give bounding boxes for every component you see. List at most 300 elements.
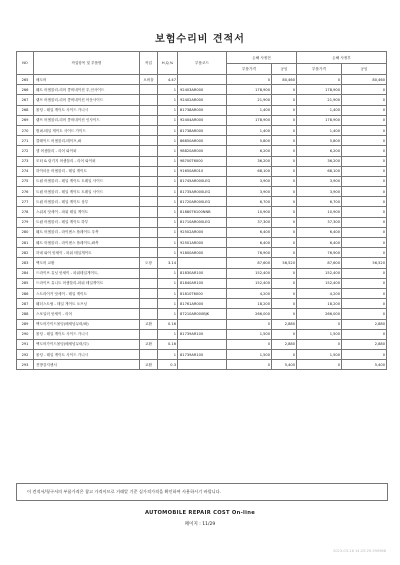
row-item: 트림 어셈블리 - 테일 게이트 상부 [34,197,140,207]
row-work [140,288,158,298]
row-item: 웨트 어셈블리 - 라이센스 플레이트 우측 [34,227,140,237]
row-code: 92502AR000 [178,227,227,237]
row-hq: 1 [158,85,178,95]
header-claim-part: 부품가격 [297,64,342,75]
row-code: 81738AR000 [178,125,227,135]
row-work [140,278,158,288]
row-no: 266 [17,85,34,95]
row-no: 291 [17,339,34,349]
row-item: 백도어가이드몰딩(베세넘무락/우) [34,339,140,349]
row-damage-labor: 0 [272,299,297,309]
header-work: 작업 [140,52,158,75]
row-damage-part: 0 [227,360,272,370]
row-no: 280 [17,227,34,237]
row-code: 81735AR000LEG [178,187,227,197]
row-no: 277 [17,197,34,207]
row-item: 모터 & 링키지 어셈블리 - 리어 와이퍼 [34,156,140,166]
row-code [178,339,227,349]
row-no: 270 [17,125,34,135]
row-work: 교환 [140,339,158,349]
row-damage-labor: 0 [272,85,297,95]
row-damage-labor: 0 [272,197,297,207]
row-damage-part: 6,400 [227,238,272,248]
row-claim-part: 68,100 [297,166,342,176]
row-code [178,258,227,268]
row-damage-part: 3,900 [227,176,272,186]
header-claim-group: 손해 사정후 [297,52,387,64]
table-row [17,350,387,360]
row-hq: 1 [158,248,178,258]
row-claim-part: 6,400 [297,227,342,237]
row-hq: 1 [158,146,178,156]
row-work [140,136,158,146]
row-code: 98820AR000 [178,146,227,156]
row-no: 283 [17,258,34,268]
row-damage-part: 76,900 [227,248,272,258]
row-damage-labor: 0 [272,136,297,146]
row-code: 81830AR100 [178,268,227,278]
row-code [178,360,227,370]
row-damage-labor: 0 [272,207,297,217]
table-row [17,146,387,156]
row-damage-part: 68,100 [227,166,272,176]
row-claim-labor: 0 [342,299,387,309]
row-work: 오버홀 [140,75,158,85]
row-work [140,207,158,217]
row-work [140,146,158,156]
row-claim-labor: 0 [342,136,387,146]
table-row [17,329,387,339]
row-claim-part: 37,300 [297,217,342,227]
row-no: 288 [17,309,34,319]
row-claim-part: 1,500 [297,329,342,339]
row-hq: 1 [158,125,178,135]
row-hq: 0.16 [158,339,178,349]
row-code: 87210AR000BJK [178,309,227,319]
row-damage-labor: 0 [272,309,297,319]
row-hq: 1 [158,217,178,227]
row-code: 81840AR100 [178,278,227,288]
row-damage-labor: 0 [272,227,297,237]
row-damage-labor: 0 [272,288,297,298]
row-code: 81720AR000LEG [178,197,227,207]
row-damage-part: 0 [227,339,272,349]
row-damage-labor: 0 [272,350,297,360]
row-claim-labor: 0 [342,105,387,115]
row-item: 웨더스트립 - 테일 게이트 오프닝 [34,299,140,309]
row-no: 273 [17,156,34,166]
row-item: 스위치 앗세이 - 파워 테일 게이트 [34,207,140,217]
row-damage-part: 10,900 [227,207,272,217]
row-claim-labor: 80,460 [342,75,387,85]
table-row [17,136,387,146]
row-damage-part: 152,400 [227,268,272,278]
row-hq: 1 [158,278,178,288]
row-item: 드라이브 유니트 어셈블리-파워 테일게이트 [34,278,140,288]
table-row [17,309,387,319]
row-damage-part: 178,900 [227,85,272,95]
table-row [17,176,387,186]
row-damage-labor: 2,880 [272,339,297,349]
row-no: 289 [17,319,34,329]
row-claim-part: 87,600 [297,258,342,268]
row-claim-labor: 2,880 [342,339,387,349]
document-title: 보험수리비 견적서 [155,34,245,45]
row-hq: 0.3 [158,360,178,370]
row-item: 전방감지센서 [34,360,140,370]
table-row [17,227,387,237]
row-code: 81739AR100 [178,329,227,339]
row-claim-labor: 0 [342,227,387,237]
row-work [140,329,158,339]
row-no: 268 [17,105,34,115]
row-damage-part: 18,200 [227,299,272,309]
row-work: 도장 [140,258,158,268]
row-code: 92501AR000 [178,238,227,248]
row-no: 265 [17,75,34,85]
row-no: 287 [17,299,34,309]
footer-title: AUTOMOBILE REPAIR COST On-line [144,510,256,516]
estimate-table [16,51,387,370]
row-hq: 1 [158,329,178,339]
row-code: 92404AR000 [178,115,227,125]
row-claim-part: 1,500 [297,350,342,360]
row-hq: 1 [158,238,178,248]
row-claim-part: 5,800 [297,136,342,146]
row-item: 몰딩 - 테일 게이트 사이드 가니시 [34,329,140,339]
table-row [17,339,387,349]
row-damage-part: 1,400 [227,105,272,115]
row-item: 트림 어셈블리 - 테일 게이트 트레일 사이드 [34,187,140,197]
row-code [178,75,227,85]
row-claim-labor: 0 [342,350,387,360]
table-row [17,115,387,125]
row-damage-labor: 0 [272,248,297,258]
row-no: 269 [17,115,34,125]
row-claim-part: 6,200 [297,146,342,156]
row-claim-labor: 0 [342,278,387,288]
row-damage-part: 37,300 [227,217,272,227]
row-no: 274 [17,166,34,176]
row-damage-labor: 0 [272,105,297,115]
table-row [17,156,387,166]
row-no: 279 [17,217,34,227]
row-claim-part: 21,900 [297,95,342,105]
table-row [17,299,387,309]
row-item: 트림 어셈블리 - 테일 게이트 트레일 사이드 [34,176,140,186]
row-no: 271 [17,136,34,146]
row-item: 범퍼-테일 게이트 사이드 가이드 [34,125,140,135]
row-claim-part: 3,900 [297,176,342,186]
row-damage-labor: 0 [272,156,297,166]
row-work [140,268,158,278]
row-hq: 1 [158,136,178,146]
print-timestamp: 2023-03-16 14:25:29.390988 [332,549,386,553]
disclaimer-note: 이 견적서/청구서의 부품가격은 참고 가격이므로 거래알 기준 실가격가격을 확인하여 사용하시기 바랍니다. [16,483,388,501]
footer-page: 페이지 : 11/29 [184,522,216,527]
row-work [140,105,158,115]
row-claim-labor: 0 [342,238,387,248]
row-claim-labor: 0 [342,125,387,135]
row-damage-part: 1,400 [227,125,272,135]
row-hq: 1 [158,288,178,298]
row-claim-part: 3,900 [297,187,342,197]
row-claim-labor: 0 [342,288,387,298]
header-damage-part: 부품가격 [227,64,272,75]
row-code: 91650AR010 [178,166,227,176]
row-claim-part: 0 [297,339,342,349]
row-code: 86850AR000 [178,136,227,146]
row-hq: 1 [158,350,178,360]
table-row [17,248,387,258]
row-damage-labor: 0 [272,329,297,339]
row-claim-part: 266,000 [297,309,342,319]
row-damage-labor: 0 [272,166,297,176]
row-claim-labor: 0 [342,309,387,319]
row-claim-labor: 0 [342,217,387,227]
row-code: 92403AR000 [178,85,227,95]
row-hq: 1 [158,156,178,166]
row-hq: 4.47 [158,75,178,85]
row-hq: 1 [158,105,178,115]
table-row [17,319,387,329]
row-damage-labor: 2,880 [272,319,297,329]
row-damage-labor: 0 [272,187,297,197]
row-item: 몰딩 - 테일 게이트 사이드 가니시 [34,105,140,115]
row-damage-labor: 0 [272,217,297,227]
row-code: 81810T6000 [178,288,227,298]
row-no: 290 [17,329,34,339]
row-work [140,299,158,309]
row-hq: 1 [158,268,178,278]
row-claim-part: 178,900 [297,85,342,95]
row-work: 교환 [140,319,158,329]
row-work [140,115,158,125]
row-item: 드라이브 유닛 앗세이 - 파워테일게이트, [34,268,140,278]
row-item: 하네 와이 앗세이 - 파워 테일게이트 [34,248,140,258]
row-work [140,227,158,237]
row-item: 웨트 어셈블리 - 라이센스 플레이트,좌측 [34,238,140,248]
table-row [17,125,387,135]
table-row [17,217,387,227]
row-work [140,217,158,227]
row-item: 웨트 어셈블리-리어 콤비네이션 우,인사이드 [34,85,140,95]
row-damage-labor: 0 [272,115,297,125]
row-claim-labor: 0 [342,146,387,156]
row-hq: 1 [158,227,178,237]
row-no: 276 [17,187,34,197]
row-code: 81710AR000LEG [178,217,227,227]
row-no: 292 [17,350,34,360]
header-damage-labor: 공임 [272,64,297,75]
row-work [140,248,158,258]
row-work [140,197,158,207]
header-item: 작업항목 및 부품명 [34,52,140,75]
row-claim-labor: 56,520 [342,258,387,268]
row-claim-part: 18,200 [297,299,342,309]
estimate-rows [17,75,387,370]
row-claim-labor: 0 [342,197,387,207]
row-code: 92402AR000 [178,95,227,105]
row-claim-labor: 0 [342,115,387,125]
row-work [140,95,158,105]
table-row [17,166,387,176]
row-claim-part: 0 [297,360,342,370]
row-item: 배도어 [34,75,140,85]
row-damage-part: 3,900 [227,187,272,197]
row-damage-part: 0 [227,319,272,329]
row-claim-part: 4,200 [297,288,342,298]
row-claim-part: 76,900 [297,248,342,258]
row-code: 81761AR000 [178,299,227,309]
row-work: 교환 [140,360,158,370]
table-row [17,258,387,268]
row-work [140,176,158,186]
row-damage-part: 4,200 [227,288,272,298]
row-damage-labor: 0 [272,278,297,288]
row-damage-part: 6,700 [227,197,272,207]
row-claim-labor: 0 [342,329,387,339]
table-row [17,105,387,115]
row-claim-labor: 0 [342,187,387,197]
header-claim-labor: 공임 [342,64,387,75]
row-damage-part: 178,900 [227,115,272,125]
row-code: 98700T6000 [178,156,227,166]
row-hq: 1 [158,309,178,319]
row-claim-part: 0 [297,75,342,85]
row-no: 293 [17,360,34,370]
row-hq: 1 [158,115,178,125]
row-damage-labor: 0 [272,125,297,135]
row-claim-labor: 2,880 [342,319,387,329]
table-row [17,278,387,288]
row-damage-part: 87,600 [227,258,272,268]
row-damage-labor: 0 [272,268,297,278]
row-claim-labor: 0 [342,268,387,278]
row-work [140,187,158,197]
row-work [140,238,158,248]
table-row [17,197,387,207]
row-no: 281 [17,238,34,248]
row-damage-part: 21,900 [227,95,272,105]
row-item: 백도어 교환 [34,258,140,268]
row-damage-labor: 0 [272,95,297,105]
row-code: 81745AR000LEG [178,176,227,186]
row-claim-part: 1,400 [297,105,342,115]
row-item: 램프 어셈블리-리어 콤비네이션 아웃사이드 [34,95,140,105]
table-row [17,75,387,85]
row-claim-part: 10,900 [297,207,342,217]
row-item: 스포일러 앗세이 - 리어 [34,309,140,319]
row-no: 284 [17,268,34,278]
row-hq: 1 [158,176,178,186]
row-hq: 1 [158,299,178,309]
row-damage-part: 0 [227,75,272,85]
header-code: 부품코드 [178,52,227,75]
row-claim-part: 36,200 [297,156,342,166]
table-row [17,288,387,298]
row-claim-labor: 0 [342,166,387,176]
row-claim-part: 1,400 [297,125,342,135]
table-row [17,207,387,217]
row-no: 272 [17,146,34,156]
row-item: 하이마운 어셈블리 - 테일 게이트 [34,166,140,176]
row-item: 스트라이커 앗세이 - 테일 게이트 [34,288,140,298]
row-code: 81880T6100NNB [178,207,227,217]
row-no: 267 [17,95,34,105]
table-row [17,360,387,370]
row-work [140,350,158,360]
row-damage-labor: 0 [272,146,297,156]
row-item: 백도어가이드몰딩(베세넘무락/좌) [34,319,140,329]
row-code: 81739AR100 [178,350,227,360]
row-damage-part: 5,800 [227,136,272,146]
row-damage-labor: 0 [272,176,297,186]
row-claim-part: 6,700 [297,197,342,207]
table-row [17,85,387,95]
row-hq: 1 [158,95,178,105]
row-hq: 1 [158,197,178,207]
row-claim-labor: 0 [342,248,387,258]
row-work [140,309,158,319]
row-damage-labor: 80,460 [272,75,297,85]
row-hq: 1 [158,187,178,197]
row-damage-part: 1,500 [227,329,272,339]
row-code: 81738AR000 [178,105,227,115]
row-claim-part: 152,400 [297,268,342,278]
row-claim-part: 152,400 [297,278,342,288]
row-code [178,319,227,329]
row-code: 91800AR000 [178,248,227,258]
row-damage-labor: 0 [272,238,297,248]
header-no: NO [17,52,34,75]
row-work [140,156,158,166]
row-damage-part: 6,200 [227,146,272,156]
row-claim-labor: 0 [342,85,387,95]
row-work [140,85,158,95]
row-no: 286 [17,288,34,298]
table-row [17,238,387,248]
row-claim-labor: 0 [342,156,387,166]
row-hq: 0.16 [158,319,178,329]
row-damage-part: 36,200 [227,156,272,166]
row-claim-labor: 5,400 [342,360,387,370]
row-no: 285 [17,278,34,288]
row-claim-labor: 0 [342,176,387,186]
row-item: 램프 어셈블리-리어 콤비네이션 인사이드 [34,115,140,125]
row-work [140,125,158,135]
row-hq: 1 [158,166,178,176]
row-no: 282 [17,248,34,258]
table-row [17,268,387,278]
row-no: 278 [17,207,34,217]
row-damage-labor: 5,400 [272,360,297,370]
row-damage-part: 6,400 [227,227,272,237]
row-hq: 3.14 [158,258,178,268]
table-row [17,187,387,197]
row-claim-part: 0 [297,319,342,329]
row-item: 몰딩 - 테일 게이트 사이드 가니시 [34,350,140,360]
row-damage-part: 1,500 [227,350,272,360]
row-item: 클레이드 어셈블리-테이프,좌 [34,136,140,146]
row-item: 트림 어셈블리 - 테일 게이트 하부 [34,217,140,227]
row-claim-part: 6,400 [297,238,342,248]
row-item: 앱 어셈블리 - 리어 와이퍼 [34,146,140,156]
row-damage-part: 266,000 [227,309,272,319]
row-hq: 1 [158,207,178,217]
table-row [17,95,387,105]
row-damage-labor: 56,520 [272,258,297,268]
